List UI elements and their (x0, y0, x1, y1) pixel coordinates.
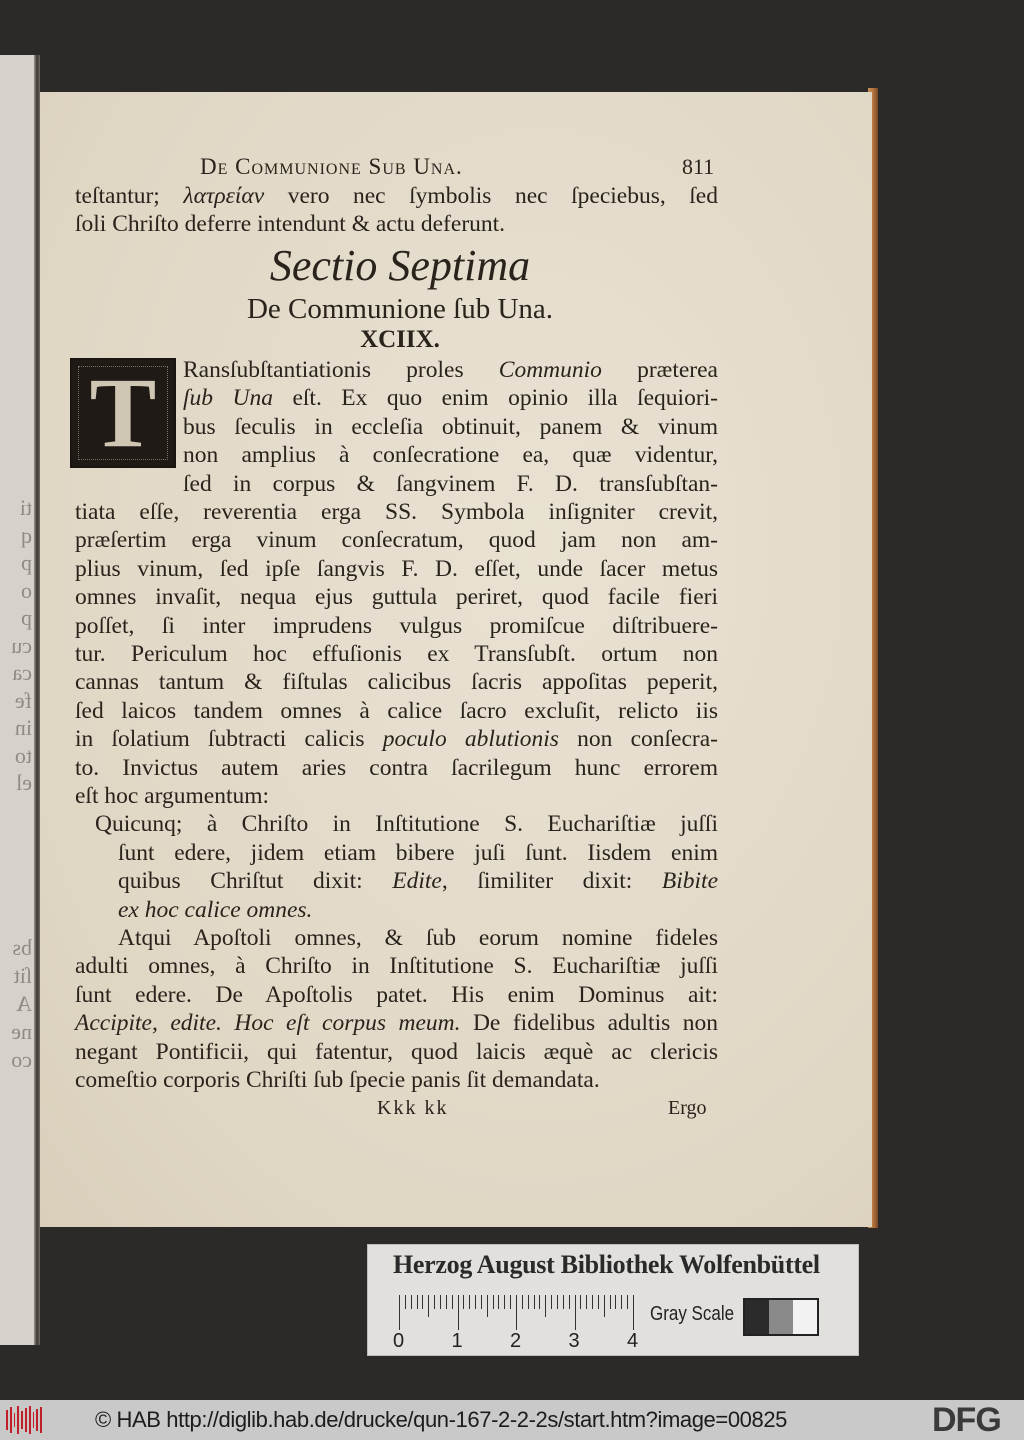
footer-credit-link[interactable]: © HAB http://diglib.hab.de/drucke/qun-167-2-2-2s/start.htm?image=00825 (95, 1407, 788, 1432)
italic-text: ex hoc calice omnes. (118, 896, 313, 923)
text-segment: quibus Chriſtut dixit: (118, 868, 393, 895)
ruler-tick (463, 1295, 464, 1309)
text-segment: ſunt edere. De Apoſtolis patet. His enim Dominus ait: (75, 981, 718, 1008)
catchword: Ergo (668, 1097, 707, 1119)
ruler-tick (422, 1295, 423, 1309)
text-line (75, 1038, 718, 1066)
show-through-text: ſit (13, 963, 32, 988)
text-line (75, 782, 718, 810)
text-segment: eſt. Ex quo enim opinio illa ſequiori- (272, 385, 719, 412)
ruler-tick (399, 1295, 400, 1330)
ruler-tick (516, 1295, 517, 1330)
text-segment: non amplius à conſecratione ea, quæ videntur, (183, 442, 718, 469)
text-segment: ſoli Chriſto deferre intendunt & actu deferunt. (75, 211, 506, 237)
ruler-tick (633, 1295, 634, 1330)
text-line (75, 952, 718, 980)
text-line (75, 981, 718, 1009)
text-segment: in ſolatium ſubtracti calicis (75, 726, 383, 753)
ruler-tick (586, 1295, 587, 1309)
logo-bar (40, 1407, 42, 1433)
hab-logo-icon (6, 1406, 42, 1434)
text-segment: præterea (601, 357, 718, 383)
gray-patch (769, 1300, 793, 1334)
text-line (118, 839, 718, 867)
text-line (183, 384, 718, 412)
text-segment: cannas tantum & fiſtulas calicibus ſacris appoſitas peperit, (75, 669, 718, 696)
italic-text: Bibite (661, 868, 718, 895)
ruler-tick (510, 1295, 511, 1309)
text-line (75, 668, 718, 696)
ruler-tick (610, 1295, 611, 1309)
text-segment: to. Invictus autem aries contra ſacrilegum hunc errorem (75, 754, 718, 781)
gray-patch (745, 1300, 769, 1334)
ruler-label: 4 (627, 1330, 639, 1352)
ruler-tick (469, 1295, 470, 1309)
text-line (75, 498, 718, 526)
running-head: De Communione Sub Una. (200, 154, 463, 179)
library-name: Herzog August Bibliothek Wolfenbüttel (393, 1250, 820, 1279)
text-segment: omnes invaſit, nequa ejus guttula periret, quod facile fieri (75, 584, 718, 611)
text-line (75, 210, 718, 238)
text-line (183, 413, 718, 441)
ruler-label: 1 (451, 1330, 463, 1352)
ruler-tick (598, 1295, 599, 1309)
page-number: 811 (682, 154, 715, 179)
ruler-tick (528, 1295, 529, 1309)
ruler-tick (627, 1295, 628, 1309)
text-segment: De fidelibus adultis non (460, 1010, 718, 1037)
text-segment: ſunt edere, jidem etiam bibere juſi ſunt. Iisdem enim (118, 839, 718, 866)
ruler-tick (522, 1295, 523, 1309)
logo-bar (14, 1413, 16, 1427)
italic-text: Communio (498, 357, 602, 383)
show-through-text: p (21, 605, 32, 630)
color-target-card (367, 1244, 859, 1356)
ruler-tick (551, 1295, 552, 1309)
show-through-text: el (16, 770, 32, 795)
text-segment: tur. Periculum hoc effuſionis ex Transſubſt. ortum non (75, 641, 718, 667)
decorated-initial (70, 358, 176, 468)
ruler-tick (440, 1295, 441, 1309)
text-segment: tiata eſſe, reverentia erga SS. Symbola inſigniter crevit, (75, 499, 718, 525)
footer-bar (0, 1400, 1024, 1440)
italic-text: Edite (392, 868, 442, 895)
text-line (118, 896, 718, 924)
logo-bar (36, 1409, 38, 1431)
text-line (75, 182, 718, 210)
italic-text: Accipite, edite. Hoc eſt corpus meum. (75, 1010, 461, 1037)
italic-text: λατρείαν (183, 183, 265, 209)
show-through-text: fe (14, 687, 32, 713)
show-through-text: p (21, 550, 32, 575)
ruler-tick (428, 1295, 429, 1317)
text-segment: ſed laicos tandem omnes à calice ſacro excluſit, relicto iis (75, 697, 718, 724)
ruler-tick (481, 1295, 482, 1309)
text-line (183, 441, 718, 469)
logo-bar (17, 1406, 19, 1434)
show-through-text: ne (11, 1019, 32, 1044)
signature-mark: Kkk kk (377, 1097, 449, 1119)
text-segment: adulti omnes, à Chriſto in Inſtitutione S. Euchariſtiæ juſſi (75, 953, 718, 980)
ruler-tick (539, 1295, 540, 1309)
text-segment: comeſtio corporis Chriſti ſub ſpecie panis ſit demandata. (75, 1067, 600, 1093)
text-line (118, 924, 718, 952)
scale-ruler (399, 1295, 634, 1330)
ruler-tick (592, 1295, 593, 1309)
ruler-tick (475, 1295, 476, 1309)
logo-bar (10, 1407, 12, 1433)
show-through-text: in (14, 715, 32, 740)
text-segment: plius vinum, ſed ipſe ſangvis F. D. eſſet, unde ſacer metus (75, 555, 718, 582)
ruler-tick (575, 1295, 576, 1330)
text-line (75, 526, 718, 554)
show-through-text: ti (19, 495, 32, 520)
ruler-tick (569, 1295, 570, 1309)
text-segment: eſt hoc argumentum: (75, 783, 270, 809)
text-line (118, 867, 718, 895)
ruler-label: 0 (393, 1330, 405, 1352)
ruler-tick (458, 1295, 459, 1330)
ruler-tick (446, 1295, 447, 1309)
show-through-text: A (16, 991, 32, 1016)
text-segment: negant Pontificii, qui fatentur, quod laicis æquè ac clericis (75, 1038, 718, 1065)
text-line (75, 1009, 718, 1037)
text-line (75, 725, 718, 753)
text-line (75, 640, 718, 668)
text-segment: ſed in corpus & ſangvinem F. D. transſubſtan- (183, 470, 718, 497)
gray-patch (793, 1300, 817, 1334)
text-segment: Atqui Apoſtoli omnes, & ſub eorum nomine fideles (118, 925, 718, 951)
paragraph-number: XCIIX. (360, 326, 440, 353)
text-segment: bus ſeculis in eccleſia obtinuit, panem & vinum (183, 413, 718, 440)
text-segment: præſertim erga vinum conſecratum, quod jam non am- (75, 527, 718, 554)
ruler-tick (563, 1295, 564, 1309)
logo-bar (6, 1410, 8, 1430)
text-line (75, 583, 718, 611)
italic-text: poculo ablutionis (382, 726, 559, 753)
text-segment: non conſecra- (558, 726, 718, 753)
text-line (183, 470, 718, 498)
text-segment: teſtantur; (75, 183, 184, 209)
ruler-tick (452, 1295, 453, 1309)
ruler-tick (417, 1295, 418, 1309)
ruler-tick (621, 1295, 622, 1309)
text-line (95, 810, 718, 838)
ruler-tick (604, 1295, 605, 1317)
drop-cap-letter: T (89, 357, 157, 468)
dfg-logo: DFG (932, 1401, 1001, 1439)
ruler-tick (504, 1295, 505, 1309)
ruler-tick (434, 1295, 435, 1309)
text-line (75, 612, 718, 640)
section-subtitle: De Communione ſub Una. (246, 293, 554, 325)
text-segment: Quicunq; à Chriſto in Inſtitutione S. Euchariſtiæ juſſi (95, 811, 718, 838)
logo-bar (21, 1411, 23, 1429)
ruler-tick (534, 1295, 535, 1309)
show-through-text: ca (12, 660, 32, 685)
ruler-tick (498, 1295, 499, 1309)
show-through-text: to (14, 742, 32, 768)
show-through-text: co (11, 1047, 32, 1072)
ruler-tick (545, 1295, 546, 1317)
text-line (75, 754, 718, 782)
show-through-text: q (21, 522, 32, 548)
logo-bar (25, 1408, 27, 1432)
show-through-text: bs (12, 935, 32, 960)
text-line (75, 697, 718, 725)
text-line (75, 1066, 718, 1094)
logo-bar (33, 1412, 35, 1428)
ruler-label: 3 (568, 1330, 580, 1352)
section-title: Sectio Septima (269, 241, 531, 290)
ruler-tick (615, 1295, 616, 1309)
ruler-tick (411, 1295, 412, 1309)
ruler-tick (493, 1295, 494, 1309)
text-segment: vero nec ſymbolis nec ſpeciebus, ſed (264, 183, 718, 209)
gray-scale-patches (743, 1298, 819, 1336)
ruler-tick (580, 1295, 581, 1309)
ruler-tick (405, 1295, 406, 1309)
text-line (75, 555, 718, 583)
show-through-text: cu (11, 632, 32, 658)
text-line (183, 356, 718, 384)
text-segment: Ransſubſtantiationis proles (183, 357, 499, 383)
ruler-label: 2 (510, 1330, 522, 1352)
text-segment: poſſet, ſi inter imprudens vulgus promiſcue diſtribuere- (75, 612, 718, 639)
text-segment: , ſimiliter dixit: (441, 868, 662, 895)
show-through-text: o (21, 577, 32, 603)
italic-text: ſub Una (183, 385, 273, 412)
ruler-tick (557, 1295, 558, 1309)
gray-scale-label: Gray Scale (650, 1303, 735, 1325)
logo-bar (29, 1406, 31, 1434)
ruler-tick (487, 1295, 488, 1317)
